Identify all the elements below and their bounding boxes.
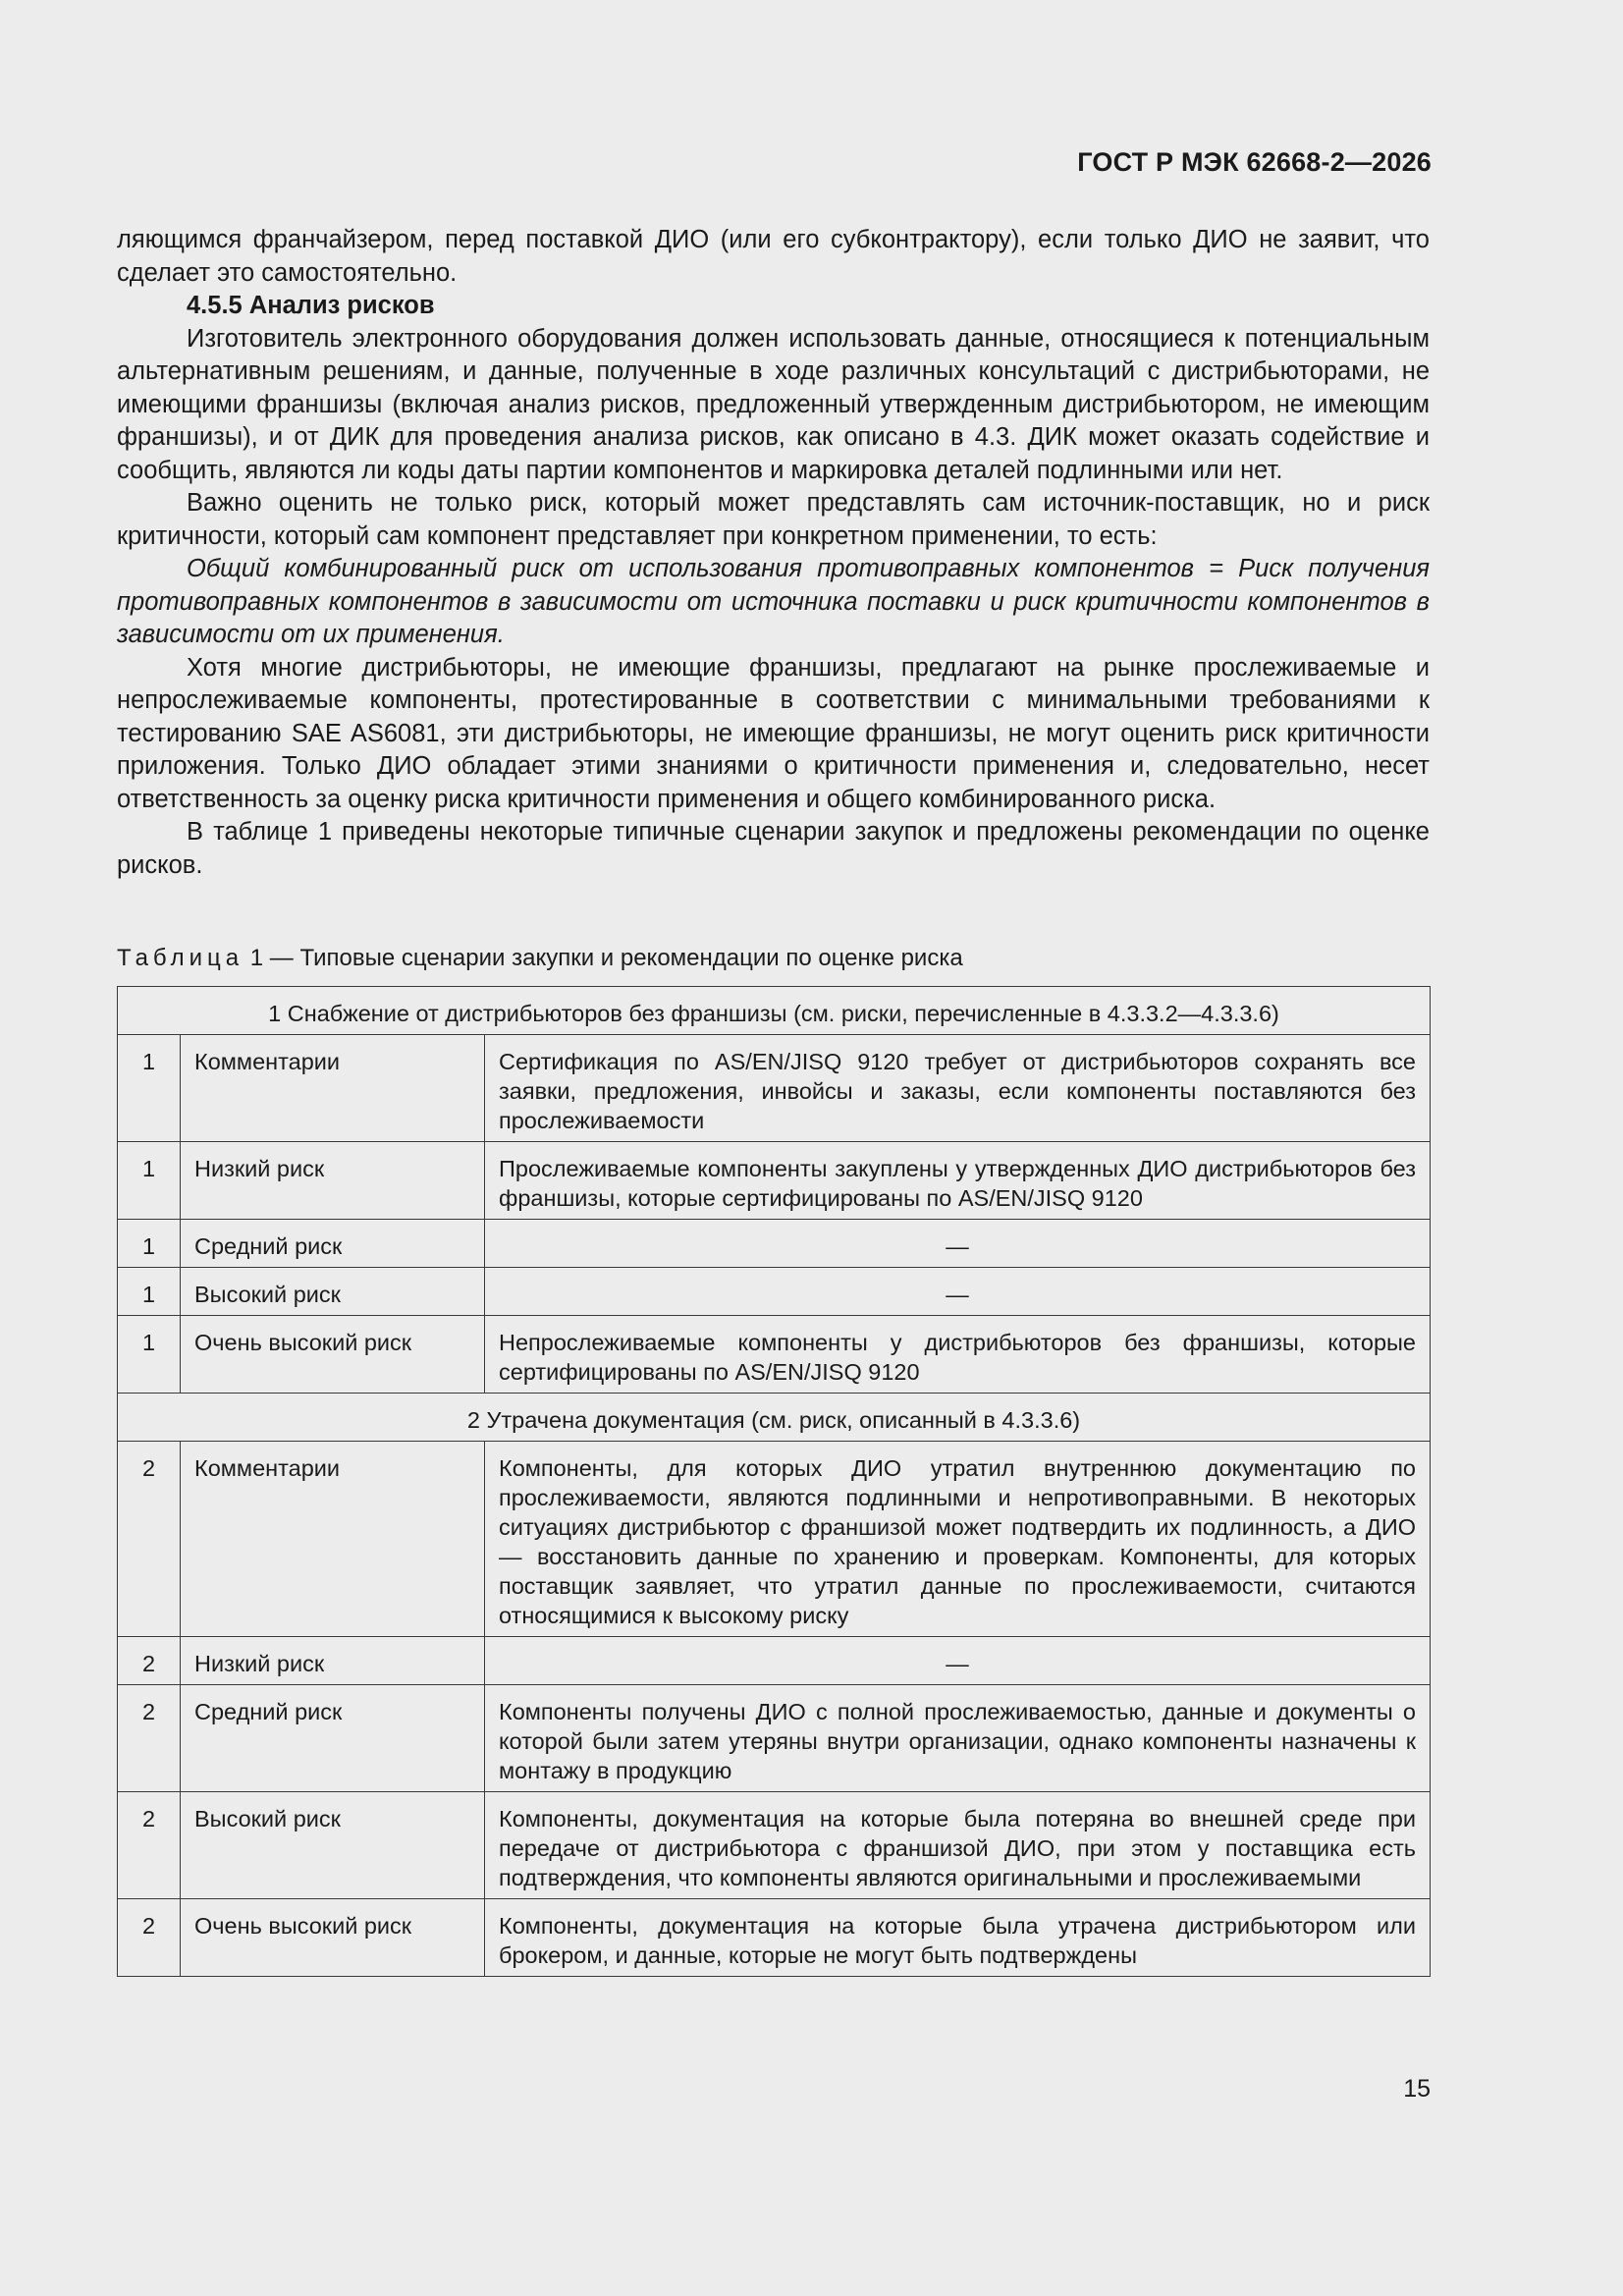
group-title: 2 Утрачена документация (см. риск, описанный в 4.3.3.6) (118, 1394, 1431, 1442)
paragraph: Важно оценить не только риск, который может представлять сам источник-поставщик, но и риск критичности, который сам компонент представляет при конкретном применении, то есть: (117, 489, 1430, 550)
risk-description: Компоненты, документация на которые была утрачена дистрибьютором или брокером, и данные, которые не могут быть подтверждены (485, 1899, 1431, 1977)
risk-level: Очень высокий риск (181, 1899, 485, 1977)
table-row (118, 1268, 1431, 1316)
risk-level: Низкий риск (181, 1142, 485, 1220)
row-number: 1 (118, 1220, 181, 1268)
table-caption (117, 945, 963, 972)
page-number: 15 (1403, 2075, 1431, 2103)
row-number: 1 (118, 1035, 181, 1142)
formula-paragraph: Общий комбинированный риск от использования противоправных компонентов = Риск получения противоправных компонентов в зависимости от источника поставки и риск критичности компонентов в зависимости от их применения. (117, 555, 1430, 648)
table-row (118, 1316, 1431, 1394)
risk-level: Комментарии (181, 1035, 485, 1142)
table-row (118, 1792, 1431, 1899)
table-row (118, 1142, 1431, 1220)
row-number: 1 (118, 1268, 181, 1316)
risk-description: — (485, 1220, 1431, 1268)
row-number: 2 (118, 1899, 181, 1977)
table-caption-label: Таблица (117, 945, 244, 971)
document-header: ГОСТ Р МЭК 62668-2—2026 (1077, 147, 1432, 177)
risk-level: Средний риск (181, 1685, 485, 1792)
table-row (118, 1035, 1431, 1142)
group-title: 1 Снабжение от дистрибьюторов без франшизы (см. риски, перечисленные в 4.3.3.2—4.3.3.6) (118, 987, 1431, 1035)
risk-level: Высокий риск (181, 1268, 485, 1316)
risk-table (117, 986, 1431, 1977)
table-group-header (118, 987, 1431, 1035)
table-row (118, 1637, 1431, 1685)
risk-description: — (485, 1637, 1431, 1685)
paragraph: В таблице 1 приведены некоторые типичные сценарии закупок и предложены рекомендации по оценке рисков. (117, 818, 1430, 879)
risk-description: — (485, 1268, 1431, 1316)
risk-level: Высокий риск (181, 1792, 485, 1899)
risk-description: Компоненты, для которых ДИО утратил внутреннюю документацию по прослеживаемости, являются подлинными и непротивоправными. В некоторых ситуациях дистрибьютор с франшизой может подтвердить их подлинность, а ДИО — восстановить данные по хранению и проверкам. Компоненты, для которых поставщик заявляет, что утратил данные по прослеживаемости, считаются относящимися к высокому риску (485, 1442, 1431, 1637)
risk-description: Прослеживаемые компоненты закуплены у утвержденных ДИО дистрибьюторов без франшизы, которые сертифицированы по AS/EN/JISQ 9120 (485, 1142, 1431, 1220)
row-number: 1 (118, 1316, 181, 1394)
section-title: 4.5.5 Анализ рисков (187, 292, 435, 319)
paragraph: Изготовитель электронного оборудования должен использовать данные, относящиеся к потенциальным альтернативным решениям, и данные, полученные в ходе различных консультаций с дистрибьюторами, не имеющими франшизы (включая анализ рисков, предложенный утвержденным дистрибьютором, не имеющим франшизы), и от ДИК для проведения анализа рисков, как описано в 4.3. ДИК может оказать содействие и сообщить, являются ли коды даты партии компонентов и маркировка деталей подлинными или нет. (117, 324, 1430, 484)
table-row (118, 1899, 1431, 1977)
risk-description: Сертификация по AS/EN/JISQ 9120 требует от дистрибьюторов сохранять все заявки, предложения, инвойсы и заказы, если компоненты поставляются без прослеживаемости (485, 1035, 1431, 1142)
row-number: 2 (118, 1442, 181, 1637)
paragraph: Хотя многие дистрибьюторы, не имеющие франшизы, предлагают на рынке прослеживаемые и непрослеживаемые компоненты, протестированные в соответствии с минимальными требованиями к тестированию SAE AS6081, эти дистрибьюторы, не имеющие франшизы, не могут оценить риск критичности приложения. Только ДИО обладает этими знаниями о критичности применения и, следовательно, несет ответственность за оценку риска критичности применения и общего комбинированного риска. (117, 653, 1430, 813)
paragraph: ляющимся франчайзером, перед поставкой ДИО (или его субконтрактору), если только ДИО не заявит, что сделает это самостоятельно. (117, 226, 1430, 287)
risk-level: Низкий риск (181, 1637, 485, 1685)
risk-description: Непрослеживаемые компоненты у дистрибьюторов без франшизы, которые сертифицированы по AS/EN/JISQ 9120 (485, 1316, 1431, 1394)
risk-level: Средний риск (181, 1220, 485, 1268)
table-group-header (118, 1394, 1431, 1442)
row-number: 2 (118, 1685, 181, 1792)
table-row (118, 1220, 1431, 1268)
row-number: 2 (118, 1792, 181, 1899)
table-caption-text: 1 — Типовые сценарии закупки и рекомендации по оценке риска (249, 945, 963, 971)
row-number: 2 (118, 1637, 181, 1685)
risk-description: Компоненты получены ДИО с полной прослеживаемостью, данные и документы о которой были затем утеряны внутри организации, однако компоненты назначены к монтажу в продукцию (485, 1685, 1431, 1792)
row-number: 1 (118, 1142, 181, 1220)
table-row (118, 1685, 1431, 1792)
risk-level: Очень высокий риск (181, 1316, 485, 1394)
risk-description: Компоненты, документация на которые была потеряна во внешней среде при передаче от дистрибьютора с франшизой ДИО, при этом у поставщика есть подтверждения, что компоненты являются оригинальными и прослеживаемыми (485, 1792, 1431, 1899)
table-row (118, 1442, 1431, 1637)
body-text (117, 224, 1430, 882)
risk-level: Комментарии (181, 1442, 485, 1637)
